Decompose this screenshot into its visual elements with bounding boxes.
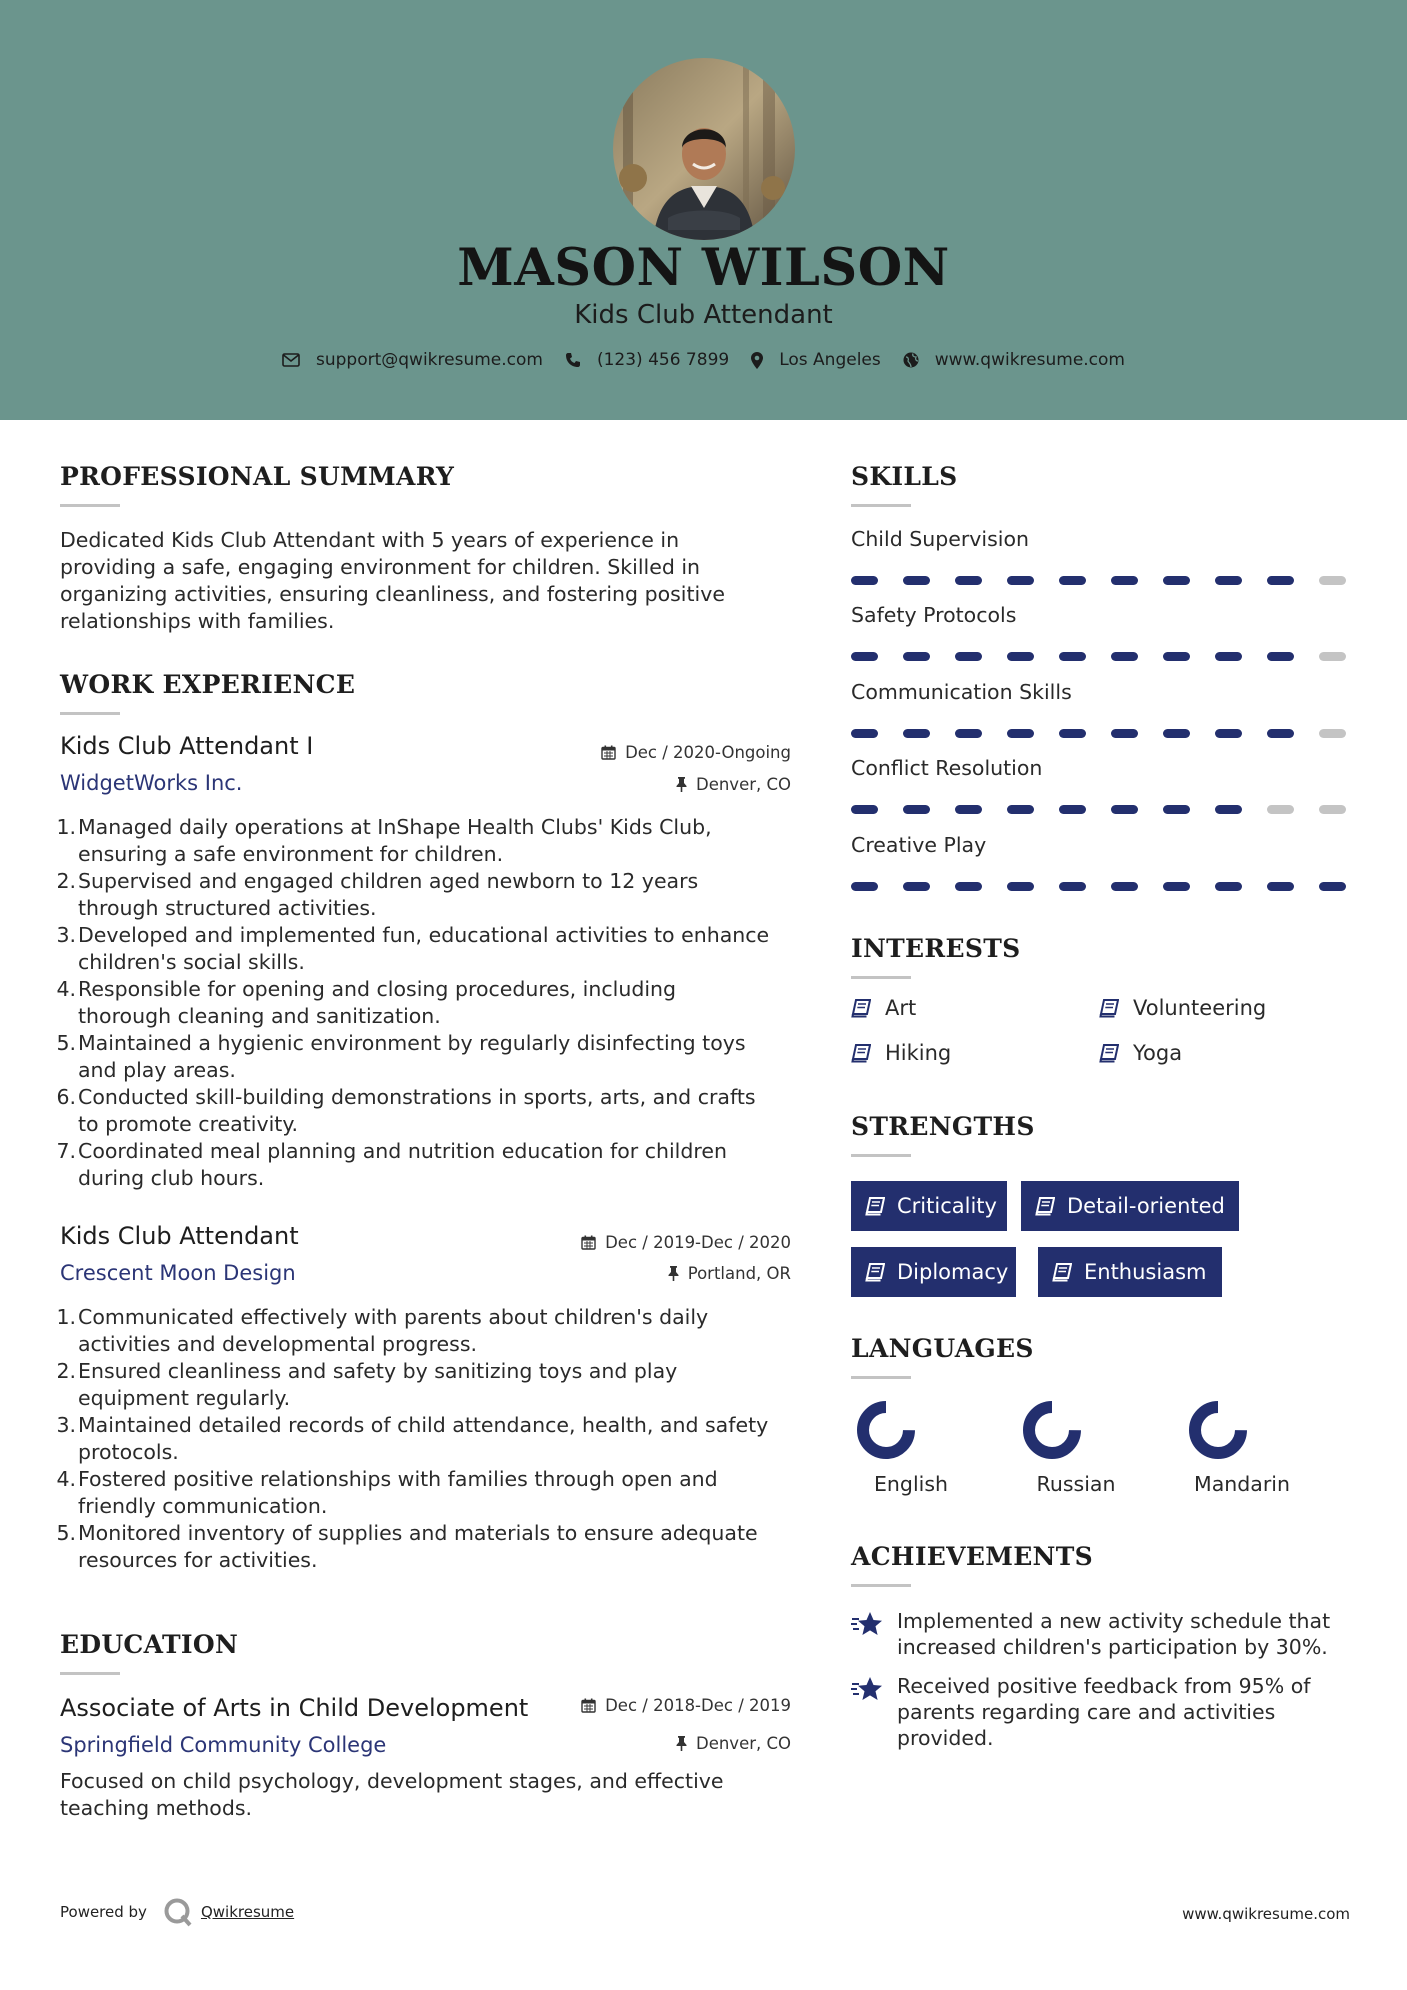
pushpin-icon [668,1266,679,1281]
skill-segment-filled [1059,652,1086,661]
location-text: Denver, CO [695,1734,791,1753]
list-item: 3. Developed and implemented fun, educational activities to enhance children's social skills. [56,923,770,974]
skill-segment-filled [955,576,982,585]
dates-text: Dec / 2020-Ongoing [625,743,791,762]
skill-segment-filled [851,729,878,738]
book-icon [1035,1197,1055,1216]
skill-segment-filled [1215,882,1242,891]
education-heading: EDUCATION [60,1630,239,1659]
job-bullets [56,1304,800,1574]
contact-phone[interactable] [565,350,729,370]
profile-photo [613,58,795,240]
phone-icon [565,352,581,368]
book-icon [1099,1044,1119,1063]
skill-segment-filled [1111,805,1138,814]
languages-heading: LANGUAGES [851,1334,1034,1363]
skill-segment-filled [1007,576,1034,585]
skill-segment-filled [903,882,930,891]
skill-segment-filled [955,882,982,891]
skill-segment-filled [1007,729,1034,738]
calendar-icon [581,1235,596,1250]
star-icon [851,1610,885,1638]
interest-label: Art [885,996,917,1020]
company-name[interactable]: WidgetWorks Inc. [60,771,243,795]
resume-header [0,0,1407,420]
strengths-heading: STRENGTHS [851,1112,1035,1141]
book-icon [1099,999,1119,1018]
skill-segment-filled [1319,882,1346,891]
book-icon [851,1044,871,1063]
skill-segment-filled [1111,652,1138,661]
contact-email[interactable] [282,350,543,370]
progress-ring-icon [855,1399,917,1461]
strength-label: Enthusiasm [1084,1260,1207,1284]
map-pin-icon [751,352,763,369]
progress-ring-icon [1021,1399,1083,1461]
education-dates [581,1696,791,1715]
dates-text: Dec / 2019-Dec / 2020 [605,1233,791,1252]
skill-segment-empty [1319,576,1346,585]
summary-line: Dedicated Kids Club Attendant with 5 years of experience in [60,528,680,552]
strength-chip [851,1181,1007,1231]
company-name[interactable]: Crescent Moon Design [60,1261,296,1285]
skill-segment-filled [1163,576,1190,585]
summary-line: providing a safe, engaging environment for children. Skilled in [60,555,701,579]
interest-item [1099,1041,1182,1065]
work-heading: WORK EXPERIENCE [60,670,356,699]
job-location [676,775,791,794]
location-text: Denver, CO [695,775,791,794]
school-name[interactable]: Springfield Community College [60,1733,387,1757]
strength-label: Diplomacy [897,1260,1009,1284]
skill-segment-filled [955,805,982,814]
skill-segment-filled [1267,729,1294,738]
strength-chip [851,1247,1016,1297]
achievement-text: Received positive feedback from 95% of parents regarding care and activities provided. [897,1674,1311,1750]
skill-level-bar [851,882,1351,892]
achievement-item [851,1608,1351,1660]
list-item: 5. Monitored inventory of supplies and materials to ensure adequate resources for activities. [56,1521,758,1572]
list-item: 4. Responsible for opening and closing procedures, including thorough cleaning and sanitization. [56,977,677,1028]
skill-level-bar [851,805,1351,815]
candidate-name: MASON WILSON [457,238,950,298]
interest-label: Yoga [1133,1041,1183,1065]
list-item: 2. Supervised and engaged children aged newborn to 12 years through structured activities. [56,869,699,920]
skill-level-bar [851,576,1351,586]
skill-segment-filled [1059,576,1086,585]
pushpin-icon [676,1736,687,1751]
strength-chip [1038,1247,1222,1297]
work-rule [60,712,120,715]
powered-by-text: Powered by [60,1903,147,1921]
achievement-text: Implemented a new activity schedule that increased children's participation by 30%. [897,1609,1331,1659]
interest-item [851,996,916,1020]
skill-segment-filled [903,652,930,661]
book-icon [865,1197,885,1216]
book-icon [1052,1263,1072,1282]
footer-website[interactable]: www.qwikresume.com [1182,1905,1350,1923]
job-dates [601,743,791,762]
education-line: Focused on child psychology, development stages, and effective [60,1769,724,1793]
language-label: Mandarin [1194,1472,1290,1496]
skill-segment-filled [851,652,878,661]
skills-rule [851,504,911,507]
education-location [676,1734,791,1753]
job-dates [581,1233,791,1252]
brand-link[interactable]: Qwikresume [200,1903,295,1921]
skill-name: Creative Play [851,833,987,857]
skill-name: Communication Skills [851,680,1072,704]
strength-label: Detail-oriented [1067,1194,1225,1218]
skill-name: Safety Protocols [851,603,1017,627]
list-item: 6. Conducted skill-building demonstrations in sports, arts, and crafts to promote creativity. [56,1085,756,1136]
summary-line: organizing activities, ensuring cleanliness, and fostering positive [60,582,725,606]
skill-name: Child Supervision [851,527,1030,551]
location-text: Los Angeles [779,350,881,370]
skill-segment-empty [1267,805,1294,814]
skill-segment-filled [1111,729,1138,738]
skill-segment-filled [1163,805,1190,814]
list-item: 2. Ensured cleanliness and safety by sanitizing toys and play equipment regularly. [56,1359,678,1410]
skill-segment-filled [1215,576,1242,585]
footer-branding [60,1897,294,1927]
skill-segment-filled [903,576,930,585]
skill-segment-filled [1215,652,1242,661]
degree-title: Associate of Arts in Child Development [60,1694,529,1722]
skill-segment-filled [1111,576,1138,585]
avatar [613,58,795,240]
skill-segment-filled [1111,882,1138,891]
interests-rule [851,976,911,979]
strength-label: Criticality [897,1194,997,1218]
list-item: 4. Fostered positive relationships with families through open and friendly communication. [56,1467,718,1518]
skill-level-bar [851,652,1351,662]
location-text: Portland, OR [687,1264,791,1283]
phone-text: (123) 456 7899 [596,350,730,370]
calendar-icon [601,745,616,760]
skill-segment-filled [955,729,982,738]
skill-segment-filled [1007,882,1034,891]
skill-segment-filled [1059,729,1086,738]
language-label: English [873,1472,949,1496]
education-description [60,1768,800,1822]
skill-segment-filled [1215,729,1242,738]
contact-bar [0,350,1407,370]
list-item: 7. Coordinated meal planning and nutrition education for children during club hours. [56,1139,727,1190]
envelope-icon [282,353,300,367]
skill-name: Conflict Resolution [851,756,1043,780]
skill-segment-filled [1059,805,1086,814]
skill-segment-filled [1267,576,1294,585]
summary-text [60,527,780,635]
achievements-heading: ACHIEVEMENTS [851,1542,1093,1571]
job-title: Kids Club Attendant [60,1222,299,1250]
book-icon [851,999,871,1018]
list-item: 3. Maintained detailed records of child attendance, health, and safety protocols. [56,1413,769,1464]
skill-segment-filled [851,882,878,891]
skill-segment-filled [1267,652,1294,661]
achievement-item [851,1673,1351,1751]
progress-ring-icon [1187,1399,1249,1461]
website-text: www.qwikresume.com [934,350,1125,370]
languages-rule [851,1376,911,1379]
skills-heading: SKILLS [851,462,958,491]
achievements-rule [851,1584,911,1587]
star-icon [851,1675,885,1703]
skill-segment-filled [1007,652,1034,661]
education-rule [60,1672,120,1675]
skill-segment-empty [1319,729,1346,738]
skill-segment-empty [1319,652,1346,661]
language-label: Russian [1036,1472,1116,1496]
skill-segment-filled [1007,805,1034,814]
skill-level-bar [851,729,1351,739]
skill-segment-filled [955,652,982,661]
skill-segment-filled [851,576,878,585]
qwikresume-logo-icon [163,1897,193,1927]
job-location [668,1264,791,1283]
skill-segment-empty [1319,805,1346,814]
skill-segment-filled [1163,882,1190,891]
globe-icon [903,352,919,368]
book-icon [865,1263,885,1282]
interest-label: Hiking [885,1041,952,1065]
email-text: support@qwikresume.com [316,350,543,370]
strength-chip [1021,1181,1239,1231]
summary-heading: PROFESSIONAL SUMMARY [60,462,455,491]
contact-website[interactable] [903,350,1125,370]
skill-segment-filled [851,805,878,814]
job-title: Kids Club Attendant I [60,732,314,760]
skill-segment-filled [1163,652,1190,661]
skill-segment-filled [1059,882,1086,891]
skill-segment-filled [903,805,930,814]
contact-location [751,350,881,370]
interest-label: Volunteering [1133,996,1267,1020]
candidate-role: Kids Club Attendant [574,300,833,330]
interest-item [851,1041,951,1065]
interest-item [1099,996,1266,1020]
dates-text: Dec / 2018-Dec / 2019 [605,1696,791,1715]
summary-rule [60,504,120,507]
list-item: 5. Maintained a hygienic environment by regularly disinfecting toys and play areas. [56,1031,746,1082]
summary-line: relationships with families. [60,609,335,633]
skill-segment-filled [1267,882,1294,891]
list-item: 1. Communicated effectively with parents about children's daily activities and developmental progress. [56,1305,709,1356]
interests-heading: INTERESTS [851,934,1021,963]
education-line: teaching methods. [60,1796,253,1820]
list-item: 1. Managed daily operations at InShape Health Clubs' Kids Club, ensuring a safe environment for children. [56,815,712,866]
job-bullets [56,814,800,1192]
calendar-icon [581,1698,596,1713]
pushpin-icon [676,777,687,792]
skill-segment-filled [903,729,930,738]
strengths-rule [851,1154,911,1157]
skill-segment-filled [1215,805,1242,814]
skill-segment-filled [1163,729,1190,738]
